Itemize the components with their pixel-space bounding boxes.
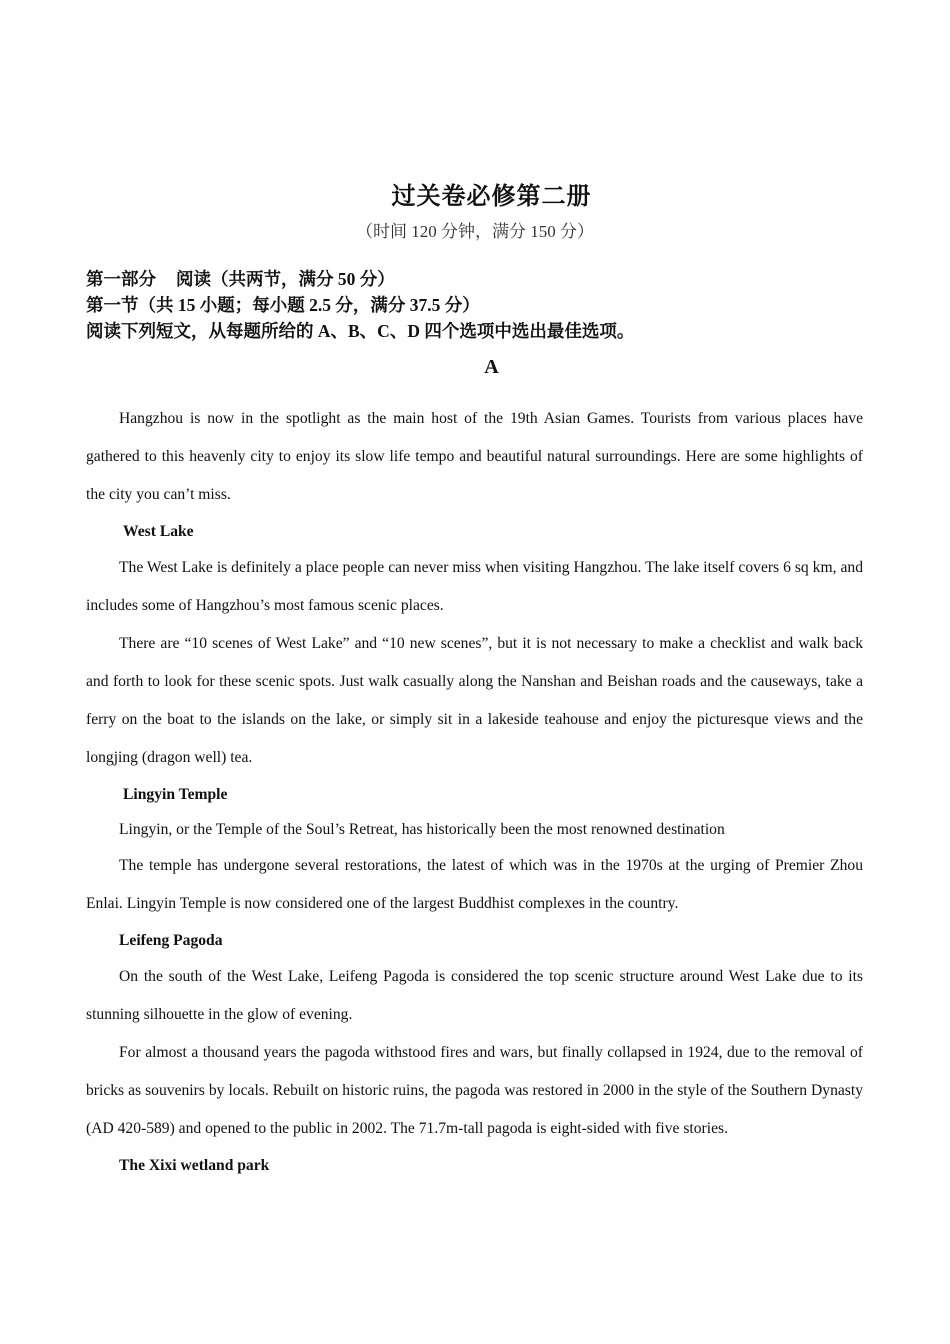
west-lake-paragraph-1: The West Lake is definitely a place people can never miss when visiting Hangzhou. The lake itself covers 6 sq km, and includes some of Hangzhou’s most famous scenic places. (86, 559, 863, 614)
lingyin-paragraph-2: The temple has undergone several restorations, the latest of which was in the 1970s at the urging of Premier Zhou Enlai. Lingyin Temple is now considered one of the largest Buddhist complexes in the country. (86, 857, 863, 912)
part-name: 阅读（共两节，满分 50 分） (176, 269, 395, 289)
heading-lingyin-temple: Lingyin Temple (123, 786, 228, 803)
part-heading (86, 266, 395, 291)
passage-body (86, 400, 863, 1183)
west-lake-paragraph-2: There are “10 scenes of West Lake” and “10 new scenes”, but it is not necessary to make a checklist and walk back and forth to look for these scenic spots. Just walk casually along the Nanshan and Beishan roads and the causeways, take a ferry on the boat to the islands on the lake, or simply sit in a lakeside teahouse and enjoy the picturesque views and the longjing (dragon well) tea. (86, 635, 863, 766)
exam-time-score: （时间 120 分钟，满分 150 分） (356, 222, 594, 241)
leifeng-paragraph-2: For almost a thousand years the pagoda withstood fires and wars, but finally collapsed in 1924, due to the removal of bricks as souvenirs by locals. Rebuilt on historic ruins, the pagoda was restored in 2000 in the style of the Southern Dynasty (AD 420-589) and opened to the public in 2002. The 71.7m-tall pagoda is eight-sided with five stories. (86, 1044, 863, 1137)
heading-xixi-wetland: The Xixi wetland park (119, 1157, 270, 1174)
heading-west-lake: West Lake (123, 523, 194, 540)
section-heading: 第一节（共 15 小题；每小题 2.5 分，满分 37.5 分） (86, 295, 480, 315)
page-title: 过关卷必修第二册 (391, 184, 592, 210)
heading-leifeng-pagoda: Leifeng Pagoda (119, 932, 223, 949)
passage-label: A (484, 356, 499, 378)
leifeng-paragraph-1: On the south of the West Lake, Leifeng Pagoda is considered the top scenic structure around West Lake due to its stunning silhouette in the glow of evening. (86, 968, 863, 1023)
intro-paragraph: Hangzhou is now in the spotlight as the main host of the 19th Asian Games. Tourists from various places have gathered to this heavenly city to enjoy its slow life tempo and beautiful natural surroundings. Here are some highlights of the city you can’t miss. (86, 410, 863, 503)
instruction: 阅读下列短文，从每题所给的 A、B、C、D 四个选项中选出最佳选项。 (86, 321, 635, 341)
lingyin-paragraph-1: Lingyin, or the Temple of the Soul’s Retreat, has historically been the most renowned destination (119, 821, 725, 838)
part-label: 第一部分 (86, 269, 156, 289)
